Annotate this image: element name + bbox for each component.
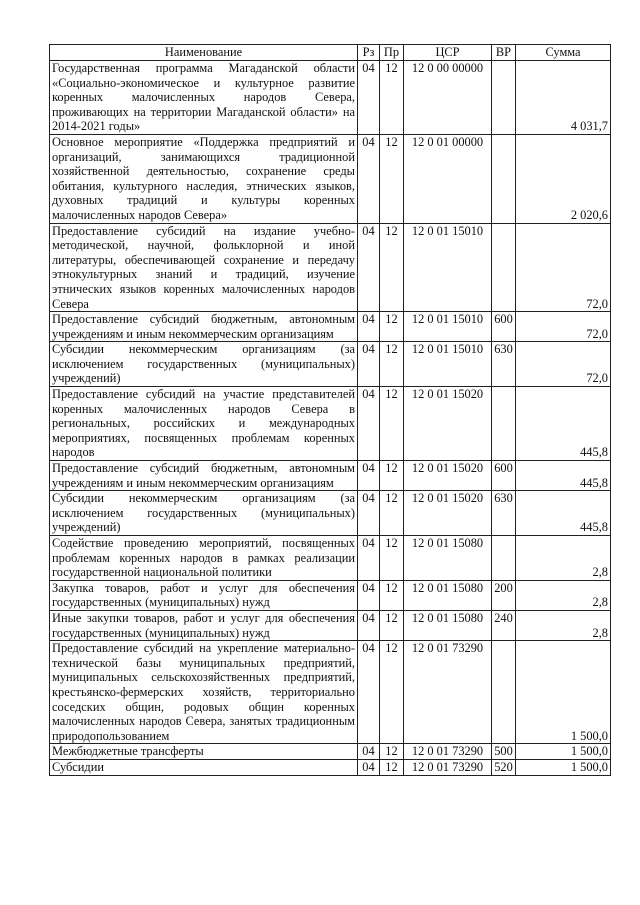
table-row bbox=[50, 641, 611, 744]
cell-csr: 12 0 01 15080 bbox=[404, 536, 492, 581]
cell-vr: 630 bbox=[492, 491, 516, 536]
cell-name: Содействие проведению мероприятий, посвященных проблемам коренных народов в рамках реализации государственной национальной политики bbox=[50, 536, 358, 581]
table-row bbox=[50, 461, 611, 491]
cell-sum: 1 500,0 bbox=[516, 759, 611, 775]
cell-pr: 12 bbox=[380, 461, 404, 491]
budget-table bbox=[49, 44, 611, 776]
cell-csr: 12 0 01 00000 bbox=[404, 134, 492, 223]
table-row bbox=[50, 387, 611, 461]
table-row bbox=[50, 223, 611, 312]
header-pr: Пр bbox=[380, 45, 404, 61]
header-vr: ВР bbox=[492, 45, 516, 61]
cell-vr bbox=[492, 641, 516, 744]
cell-vr: 630 bbox=[492, 342, 516, 387]
cell-name: Закупка товаров, работ и услуг для обеспечения государственных (муниципальных) нужд bbox=[50, 580, 358, 610]
cell-csr: 12 0 01 15010 bbox=[404, 223, 492, 312]
header-name: Наименование bbox=[50, 45, 358, 61]
table-row bbox=[50, 342, 611, 387]
cell-pr: 12 bbox=[380, 641, 404, 744]
cell-pr: 12 bbox=[380, 536, 404, 581]
cell-csr: 12 0 01 15080 bbox=[404, 580, 492, 610]
cell-sum: 2,8 bbox=[516, 536, 611, 581]
cell-csr: 12 0 01 15020 bbox=[404, 387, 492, 461]
header-csr: ЦСР bbox=[404, 45, 492, 61]
cell-sum: 72,0 bbox=[516, 312, 611, 342]
cell-csr: 12 0 00 00000 bbox=[404, 61, 492, 135]
cell-name: Субсидии bbox=[50, 759, 358, 775]
cell-vr: 520 bbox=[492, 759, 516, 775]
table-row bbox=[50, 744, 611, 760]
cell-vr bbox=[492, 61, 516, 135]
cell-pr: 12 bbox=[380, 312, 404, 342]
table-row bbox=[50, 610, 611, 640]
cell-pr: 12 bbox=[380, 223, 404, 312]
table-body bbox=[50, 61, 611, 776]
cell-pr: 12 bbox=[380, 61, 404, 135]
table-row bbox=[50, 759, 611, 775]
cell-rz: 04 bbox=[358, 641, 380, 744]
cell-name: Предоставление субсидий на участие представителей коренных малочисленных народов Севера в региональных, российских и международных мероприятиях, посвященных проблемам коренных народов bbox=[50, 387, 358, 461]
cell-pr: 12 bbox=[380, 134, 404, 223]
cell-sum: 2,8 bbox=[516, 580, 611, 610]
cell-name: Субсидии некоммерческим организациям (за исключением государственных (муниципальных) учреждений) bbox=[50, 342, 358, 387]
cell-pr: 12 bbox=[380, 744, 404, 760]
table-header bbox=[50, 45, 611, 61]
cell-rz: 04 bbox=[358, 312, 380, 342]
cell-csr: 12 0 01 73290 bbox=[404, 641, 492, 744]
cell-name: Государственная программа Магаданской области «Социально-экономическое и культурное развитие коренных малочисленных народов Севера, проживающих на территории Магаданской области» на 2014-2021 годы» bbox=[50, 61, 358, 135]
cell-name: Предоставление субсидий на издание учебно-методической, научной, фольклорной и иной литературы, обеспечивающей сохранение и передачу этнокультурных знаний и традиций, изучение этнических языков коренных малочисленных народов Севера bbox=[50, 223, 358, 312]
cell-rz: 04 bbox=[358, 491, 380, 536]
cell-vr: 600 bbox=[492, 461, 516, 491]
cell-rz: 04 bbox=[358, 580, 380, 610]
cell-name: Предоставление субсидий бюджетным, автономным учреждениям и иным некоммерческим организациям bbox=[50, 312, 358, 342]
cell-csr: 12 0 01 15020 bbox=[404, 491, 492, 536]
cell-pr: 12 bbox=[380, 387, 404, 461]
cell-sum: 445,8 bbox=[516, 491, 611, 536]
header-rz: Рз bbox=[358, 45, 380, 61]
cell-sum: 72,0 bbox=[516, 342, 611, 387]
cell-name: Межбюджетные трансферты bbox=[50, 744, 358, 760]
cell-rz: 04 bbox=[358, 536, 380, 581]
table-row bbox=[50, 536, 611, 581]
cell-csr: 12 0 01 15010 bbox=[404, 342, 492, 387]
cell-sum: 72,0 bbox=[516, 223, 611, 312]
cell-rz: 04 bbox=[358, 759, 380, 775]
cell-rz: 04 bbox=[358, 134, 380, 223]
cell-rz: 04 bbox=[358, 387, 380, 461]
table-row bbox=[50, 134, 611, 223]
cell-name: Субсидии некоммерческим организациям (за исключением государственных (муниципальных) учреждений) bbox=[50, 491, 358, 536]
cell-csr: 12 0 01 15020 bbox=[404, 461, 492, 491]
cell-rz: 04 bbox=[358, 610, 380, 640]
cell-name: Основное мероприятие «Поддержка предприятий и организаций, занимающихся традиционной хозяйственной деятельностью, сохранение среды обитания, культурного наследия, этнических языков, духовных традиций и культуры коренных малочисленных народов Севера» bbox=[50, 134, 358, 223]
header-row bbox=[50, 45, 611, 61]
cell-csr: 12 0 01 15010 bbox=[404, 312, 492, 342]
cell-vr: 500 bbox=[492, 744, 516, 760]
cell-csr: 12 0 01 15080 bbox=[404, 610, 492, 640]
cell-sum: 445,8 bbox=[516, 461, 611, 491]
cell-pr: 12 bbox=[380, 342, 404, 387]
cell-sum: 1 500,0 bbox=[516, 744, 611, 760]
cell-csr: 12 0 01 73290 bbox=[404, 759, 492, 775]
cell-vr bbox=[492, 134, 516, 223]
cell-vr bbox=[492, 223, 516, 312]
cell-rz: 04 bbox=[358, 461, 380, 491]
table-row bbox=[50, 580, 611, 610]
cell-sum: 2,8 bbox=[516, 610, 611, 640]
cell-csr: 12 0 01 73290 bbox=[404, 744, 492, 760]
cell-pr: 12 bbox=[380, 759, 404, 775]
table-row bbox=[50, 312, 611, 342]
cell-vr: 200 bbox=[492, 580, 516, 610]
header-sum: Сумма bbox=[516, 45, 611, 61]
cell-vr bbox=[492, 387, 516, 461]
cell-sum: 4 031,7 bbox=[516, 61, 611, 135]
cell-sum: 445,8 bbox=[516, 387, 611, 461]
table-row bbox=[50, 491, 611, 536]
cell-name: Предоставление субсидий на укрепление материально-технической базы муниципальных предприятий, муниципальных сельскохозяйственных предприятий, крестьянско-фермерских хозяйств, территориально соседских общин, родовых общин коренных малочисленных народов Севера, занятых традиционным природопользованием bbox=[50, 641, 358, 744]
cell-rz: 04 bbox=[358, 744, 380, 760]
cell-sum: 1 500,0 bbox=[516, 641, 611, 744]
cell-name: Предоставление субсидий бюджетным, автономным учреждениям и иным некоммерческим организациям bbox=[50, 461, 358, 491]
cell-vr: 600 bbox=[492, 312, 516, 342]
cell-rz: 04 bbox=[358, 342, 380, 387]
cell-rz: 04 bbox=[358, 61, 380, 135]
cell-vr bbox=[492, 536, 516, 581]
cell-pr: 12 bbox=[380, 610, 404, 640]
cell-pr: 12 bbox=[380, 580, 404, 610]
cell-name: Иные закупки товаров, работ и услуг для обеспечения государственных (муниципальных) нужд bbox=[50, 610, 358, 640]
table-row bbox=[50, 61, 611, 135]
cell-rz: 04 bbox=[358, 223, 380, 312]
cell-vr: 240 bbox=[492, 610, 516, 640]
cell-sum: 2 020,6 bbox=[516, 134, 611, 223]
cell-pr: 12 bbox=[380, 491, 404, 536]
